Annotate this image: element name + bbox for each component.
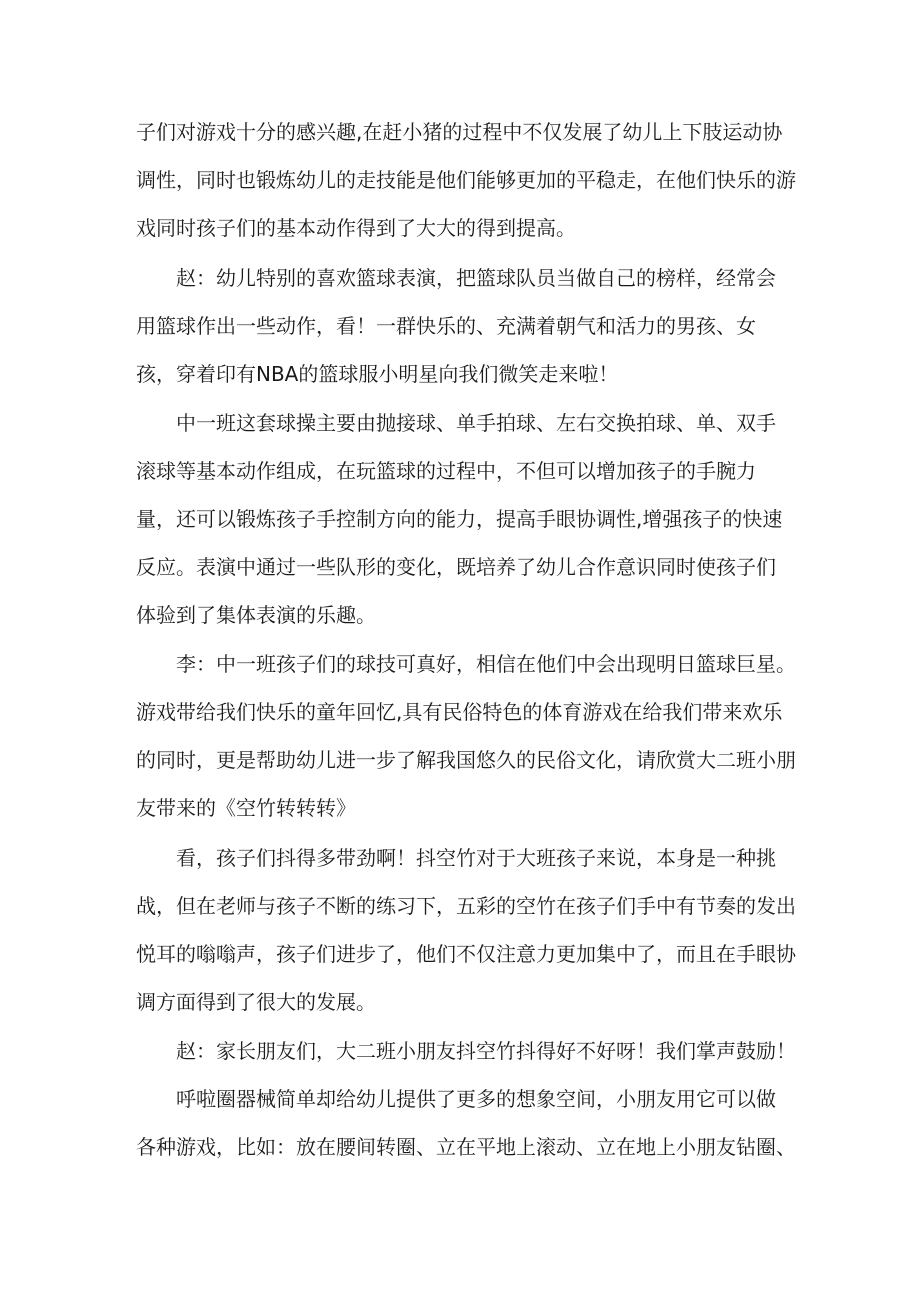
text-line: 子们对游戏十分的感兴趣,在赶小猪的过程中不仅发展了幼儿上下肢运动协 bbox=[136, 120, 783, 144]
text-line: 量，还可以锻炼孩子手控制方向的能力，提高手眼协调性,增强孩子的快速 bbox=[136, 507, 783, 531]
text-line: 各种游戏，比如：放在腰间转圈、立在平地上滚动、立在地上小朋友钻圈、 bbox=[136, 1135, 796, 1159]
paragraph-start: 赵：家长朋友们，大二班小朋友抖空竹抖得好不好呀！我们掌声鼓励！ bbox=[176, 1039, 796, 1063]
text-line: 友带来的《空竹转转转》 bbox=[136, 796, 356, 820]
text-line: 用篮球作出一些动作，看！一群快乐的、充满着朝气和活力的男孩、女 bbox=[136, 314, 756, 338]
paragraph-start: 看，孩子们抖得多带劲啊！抖空竹对于大班孩子来说，本身是一种挑 bbox=[176, 846, 776, 870]
text-line: 孩，穿着印有NBA的篮球服小明星向我们微笑走来啦！ bbox=[136, 362, 619, 386]
text-line: 反应。表演中通过一些队形的变化，既培养了幼儿合作意识同时使孩子们 bbox=[136, 555, 776, 579]
text-line: 战，但在老师与孩子不断的练习下，五彩的空竹在孩子们手中有节奏的发出 bbox=[136, 894, 796, 918]
paragraph-start: 中一班这套球操主要由抛接球、单手拍球、左右交换拍球、单、双手 bbox=[176, 411, 776, 435]
text-line: 戏同时孩子们的基本动作得到了大大的得到提高。 bbox=[136, 216, 576, 240]
text-line: 滚球等基本动作组成，在玩篮球的过程中，不但可以增加孩子的手腕力 bbox=[136, 459, 756, 483]
paragraph-start: 呼啦圈器械简单却给幼儿提供了更多的想象空间，小朋友用它可以做 bbox=[176, 1087, 776, 1111]
paragraph-start: 李：中一班孩子们的球技可真好，相信在他们中会出现明日篮球巨星。 bbox=[176, 652, 796, 676]
text-line: 调性，同时也锻炼幼儿的走技能是他们能够更加的平稳走，在他们快乐的游 bbox=[136, 168, 796, 192]
text-line: 调方面得到了很大的发展。 bbox=[136, 990, 376, 1014]
text-line: 游戏带给我们快乐的童年回忆,具有民俗特色的体育游戏在给我们带来欢乐 bbox=[136, 700, 783, 724]
text-line: 悦耳的嗡嗡声，孩子们进步了，他们不仅注意力更加集中了，而且在手眼协 bbox=[136, 942, 796, 966]
paragraph-start: 赵：幼儿特别的喜欢篮球表演，把篮球队员当做自己的榜样，经常会 bbox=[176, 266, 776, 290]
text-line: 体验到了集体表演的乐趣。 bbox=[136, 603, 376, 627]
text-line: 的同时，更是帮助幼儿进一步了解我国悠久的民俗文化，请欣赏大二班小朋 bbox=[136, 748, 796, 772]
